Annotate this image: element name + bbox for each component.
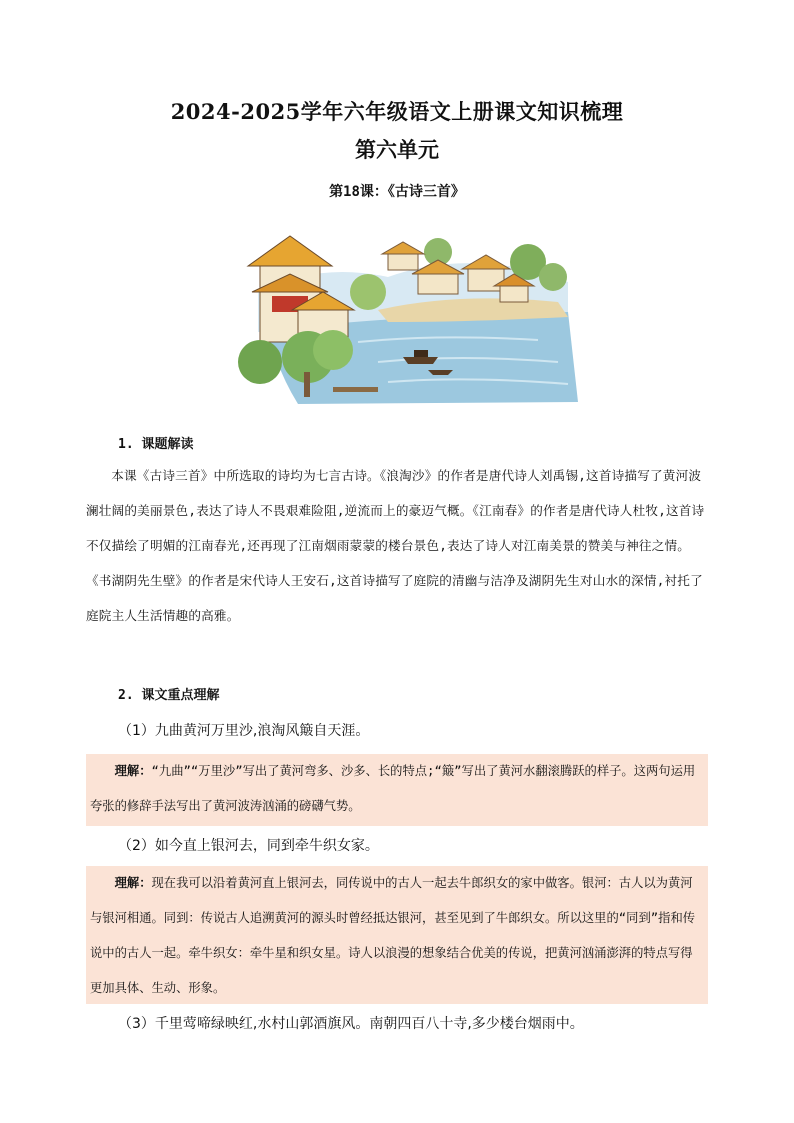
document-title: 2024-2025学年六年级语文上册课文知识梳理 xyxy=(170,99,624,124)
explanation-text: “九曲”“万里沙”写出了黄河弯多、沙多、长的特点;“簸”写出了黄河水翻滚腾跃的样子。这两句运用夸张的修辞手法写出了黄河波涛汹涌的磅礴气势。 xyxy=(90,764,696,813)
explanation-label: 理解： xyxy=(114,764,152,778)
section-2-heading: 2. 课文重点理解 xyxy=(118,688,220,703)
poem-line-1: （1）九曲黄河万里沙,浪淘风簸自天涯。 xyxy=(118,723,370,739)
poem-line-2: （2）如今直上银河去，同到牵牛织女家。 xyxy=(118,838,379,854)
explanation-label: 理解： xyxy=(114,876,152,890)
explanation-box-1 xyxy=(86,754,708,826)
poem-line-3: （3）千里莺啼绿映红,水村山郭酒旗风。南朝四百八十寺,多少楼台烟雨中。 xyxy=(118,1016,584,1032)
section-1-paragraph: 本课《古诗三首》中所选取的诗均为七言古诗。《浪淘沙》的作者是唐代诗人刘禹锡,这首诗描写了黄河波澜壮阔的美丽景色,表达了诗人不畏艰难险阻,逆流而上的豪迈气概。《江南春》的作者是唐代诗人杜牧,这首诗不仅描绘了明媚的江南春光,还再现了江南烟雨蒙蒙的楼台景色,表达了诗人对江南美景的赞美与神往之情。《书湖阴先生壁》的作者是宋代诗人王安石,这首诗描写了庭院的清幽与洁净及湖阴先生对山水的深情,衬托了庭院主人生活情趣的高雅。 xyxy=(86,468,705,623)
section-1-heading: 1. 课题解读 xyxy=(118,437,194,452)
unit-title: 第六单元 xyxy=(355,137,439,162)
lesson-title: 第18课：《古诗三首》 xyxy=(329,184,465,200)
explanation-box-2 xyxy=(86,866,708,1004)
explanation-text: 现在我可以沿着黄河直上银河去，同传说中的古人一起去牛郎织女的家中做客。银河：古人以为黄河与银河相通。同到：传说古人追溯黄河的源头时曾经抵达银河，甚至见到了牛郎织女。所以这里的“同到”指和传说中的古人一起。牵牛织女：牵牛星和织女星。诗人以浪漫的想象结合优美的传说，把黄河汹涌澎湃的特点写得更加具体、生动、形象。 xyxy=(90,876,696,995)
landscape-illustration-icon xyxy=(238,222,583,404)
